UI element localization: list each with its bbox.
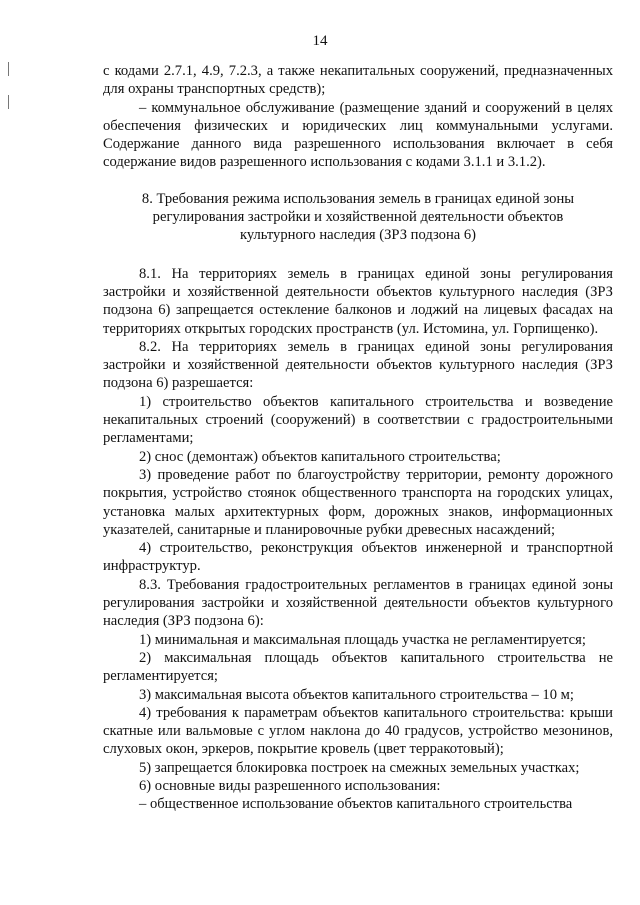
scan-margin-mark [8,95,9,109]
section-heading-line-2: регулирования застройки и хозяйственной деятельности объектов [152,209,564,226]
paragraph-utilities: – коммунальное обслуживание (размещение зданий и сооружений в целях обеспечения физических и юридических лиц коммунальными услугами. Содержание данного вида разрешенного использования включает в себя содержание видов разрешенного использования с кодами 3.1.1 и 3.1.2). [103,99,613,171]
list-item-8-3-1: 1) минимальная и максимальная площадь участка не регламентируется; [139,631,586,648]
page-number: 14 [312,33,328,49]
list-item-8-2-1: 1) строительство объектов капитального строительства и возведение некапитальных строений (сооружений) в соответствии с градостроительными регламентами; [103,393,613,447]
list-item-8-3-3: 3) максимальная высота объектов капитального строительства – 10 м; [139,686,574,703]
section-heading-line-3: культурного наследия (ЗРЗ подзона 6) [239,227,477,244]
list-item-8-3-5: 5) запрещается блокировка построек на смежных земельных участках; [139,759,580,776]
scan-margin-mark [8,62,9,76]
list-item-8-2-2: 2) снос (демонтаж) объектов капитального строительства; [139,448,501,465]
document-body [103,62,613,814]
list-item-8-2-3: 3) проведение работ по благоустройству территории, ремонту дорожного покрытия, устройство стоянок общественного транспорта на городских улицах, установка малых архитектурных форм, дорожных знаков, информационных указателей, санитарные и планировочные рубки древесных насаждений; [103,466,613,538]
paragraph-continuation: с кодами 2.7.1, 4.9, 7.2.3, а также некапитальных сооружений, предназначенных для охраны транспортных средств); [103,63,613,98]
list-item-public-use: – общественное использование объектов капитального строительства [139,796,573,813]
paragraph-8-3: 8.3. Требования градостроительных регламентов в границах единой зоны регулирования застройки и хозяйственной деятельности объектов культурного наследия (ЗРЗ подзона 6): [103,576,613,630]
paragraph-8-2: 8.2. На территориях земель в границах единой зоны регулирования застройки и хозяйственной деятельности объектов культурного наследия (ЗРЗ подзона 6) разрешается: [103,338,613,392]
section-heading-line-1: 8. Требования режима использования земель в границах единой зоны [141,190,575,207]
list-item-8-2-4: 4) строительство, реконструкция объектов инженерной и транспортной инфраструктур. [103,540,613,575]
paragraph-8-1: 8.1. На территориях земель в границах единой зоны регулирования застройки и хозяйственной деятельности объектов культурного наследия (ЗРЗ подзона 6) запрещается остекление балконов и лоджий на лицевых фасадах на территориях открытых городских пространств (ул. Истомина, ул. Горпищенко). [103,265,613,337]
list-item-8-3-6: 6) основные виды разрешенного использования: [139,777,441,794]
list-item-8-3-4: 4) требования к параметрам объектов капитального строительства: крыши скатные или вальмовые с углом наклона до 40 градусов, устройство мезонинов, слуховых окон, эркеров, покрытие кровель (цвет терракотовый); [103,704,613,758]
list-item-8-3-2: 2) максимальная площадь объектов капитального строительства не регламентируется; [103,649,613,685]
